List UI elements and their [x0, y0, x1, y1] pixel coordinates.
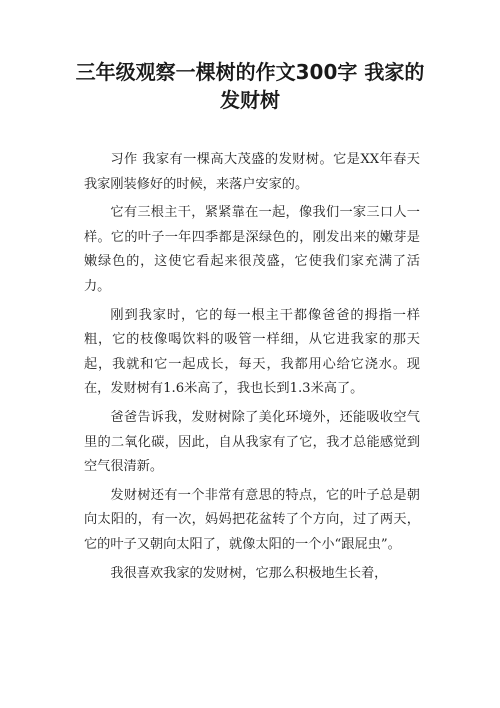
- paragraph: 习作 我家有一棵高大茂盛的发财树。它是XX年春天我家刚装修好的时候，来落户安家的。: [84, 152, 420, 192]
- paragraph: 发财树还有一个非常有意思的特点，它的叶子总是朝向太阳的，有一次，妈妈把花盆转了个方向，过了两天，它的叶子又朝向太阳了，就像太阳的一个小“跟屁虫”。: [84, 487, 420, 552]
- paragraph: 我很喜欢我家的发财树，它那么积极地生长着，: [110, 565, 388, 581]
- paragraph: 爸爸告诉我，发财树除了美化环境外，还能吸收空气里的二氧化碳，因此，自从我家有了它，我才总能感觉到空气很清新。: [84, 409, 420, 475]
- document-title: 三年级观察一棵树的作文300字 我家的发财树: [75, 60, 425, 112]
- document-body: [84, 148, 420, 590]
- paragraph: 它有三根主干，紧紧靠在一起，像我们一家三口人一样。它的叶子一年四季都是深绿色的，刚发出来的嫩芽是嫩绿色的，这使它看起来很茂盛，它使我们家充满了活力。: [84, 205, 420, 294]
- paragraph: 刚到我家时，它的每一根主干都像爸爸的拇指一样粗，它的枝像喝饮料的吸管一样细，从它进我家的那天起，我就和它一起成长，每天，我都用心给它浇水。现在，发财树有1.6米高了，我也长到1.3米高了。: [84, 307, 420, 397]
